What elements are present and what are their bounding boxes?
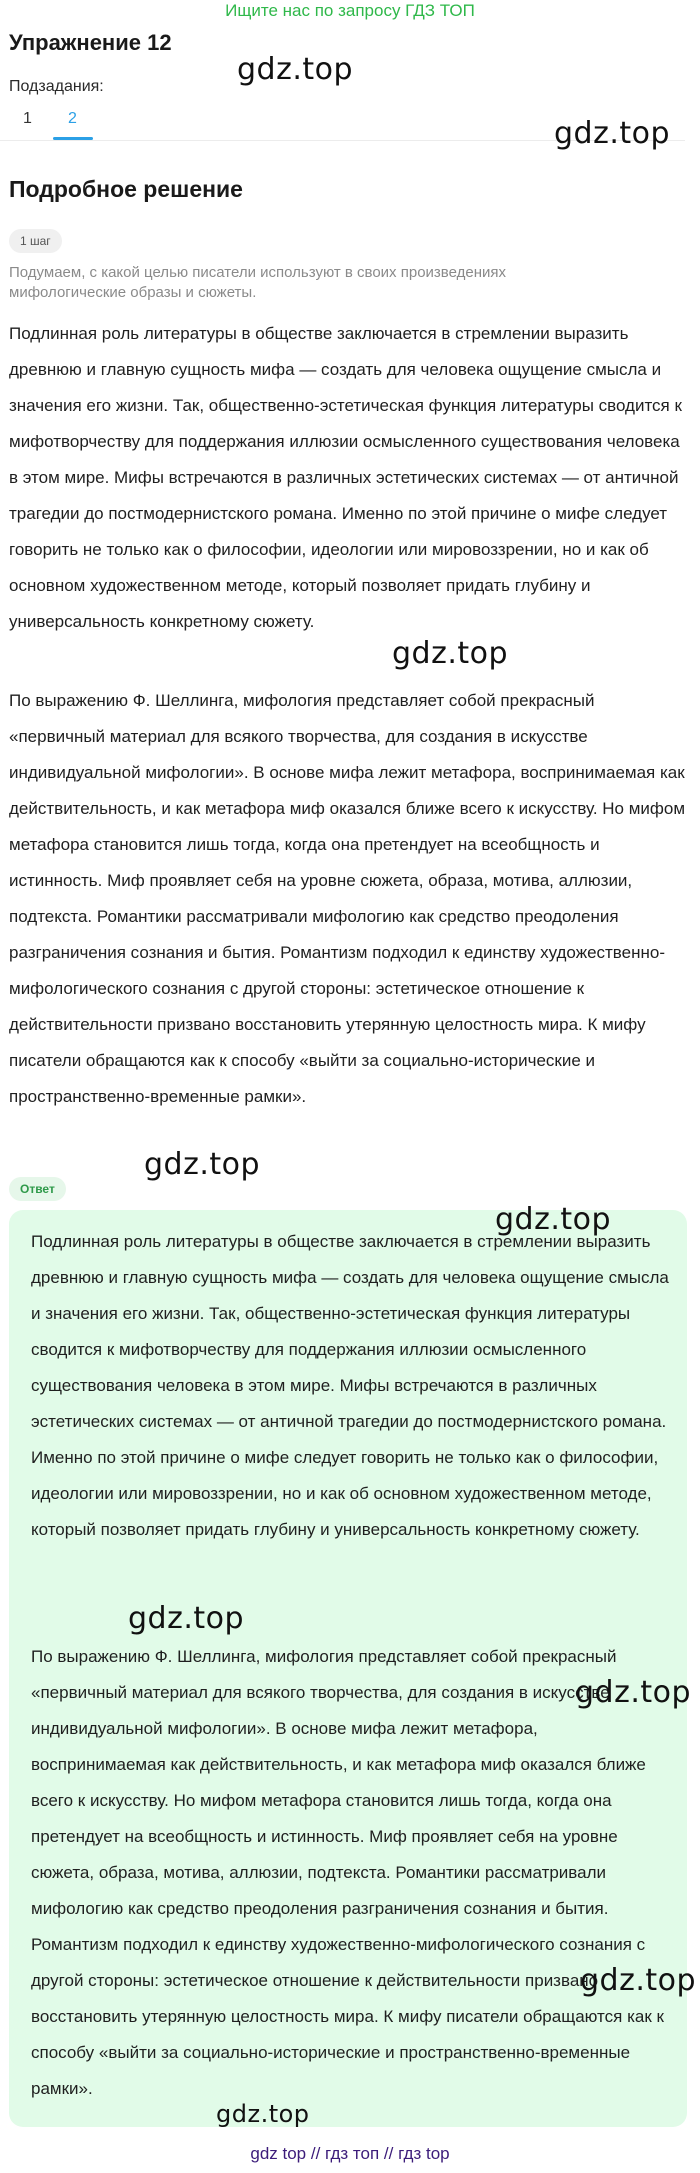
watermark: gdz.top [392, 636, 509, 671]
watermark: gdz.top [554, 116, 671, 151]
footer-link[interactable]: gdz top [250, 2144, 307, 2163]
footer-separator: // [383, 2144, 394, 2163]
footer-links [0, 2144, 700, 2164]
step-hint: Подумаем, с какой целью писатели используют в своих произведениях мифологические образы и сюжеты. [9, 264, 506, 301]
subtasks-label: Подзадания: [9, 78, 104, 95]
watermark: gdz.top [495, 1202, 612, 1237]
watermark: gdz.top [575, 1675, 692, 1710]
subtask-tab-1[interactable]: 1 [23, 110, 32, 127]
watermark: gdz.top [237, 52, 354, 87]
footer-separator: // [310, 2144, 321, 2163]
answer-paragraph: По выражению Ф. Шеллинга, мифология представляет собой прекрасный «первичный материал для всякого творчества, для создания в искусстве индивидуальной мифологии». В основе мифа лежит метафора, воспринимаемая как действительность, и как метафора миф оказался ближе всего к искусству. Но мифом метафора становится лишь тогда, когда она претендует на всеобщность и истинность. Миф проявляет себя на уровне сюжета, образа, мотива, аллюзии, подтекста. Романтики рассматривали мифологию как средство преодоления разграничения сознания и бытия. Романтизм подходил к единству художественно-мифологического сознания с другой стороны: эстетическое отношение к действительности призвано восстановить утерянную целостность мира. К мифу писатели обращаются как к способу «выйти за социально-исторические и пространственно-временные рамки». [31, 1647, 664, 2098]
subtask-tab-2[interactable]: 2 [68, 110, 77, 127]
step-badge: 1 шаг [9, 229, 62, 253]
solution-paragraph: По выражению Ф. Шеллинга, мифология представляет собой прекрасный «первичный материал для всякого творчества, для создания в искусстве индивидуальной мифологии». В основе мифа лежит метафора, воспринимаемая как действительность, и как метафора миф оказался ближе всего к искусству. Но мифом метафора становится лишь тогда, когда она претендует на всеобщность и истинность. Миф проявляет себя на уровне сюжета, образа, мотива, аллюзии, подтекста. Романтики рассматривали мифологию как средство преодоления разграничения сознания и бытия. Романтизм подходил к единству художественно-мифологического сознания с другой стороны: эстетическое отношение к действительности призвано восстановить утерянную целостность мира. К мифу писатели обращаются как к способу «выйти за социально-исторические и пространственно-временные рамки». [9, 691, 686, 1106]
exercise-title: Упражнение 12 [9, 30, 172, 55]
watermark: gdz.top [128, 1601, 245, 1636]
top-banner: Ищите нас по запросу ГДЗ ТОП [225, 1, 475, 20]
solution-paragraph: Подлинная роль литературы в обществе заключается в стремлении выразить древнюю и главную сущность мифа — создать для человека ощущение смысла и значения его жизни. Так, общественно-эстетическая функция литературы сводится к мифотворчеству для поддержания иллюзии осмысленного существования человека в этом мире. Мифы встречаются в различных эстетических системах — от античной трагедии до постмодернистского романа. Именно по этой причине о мифе следует говорить не только как о философии, идеологии или мировоззрении, но и как об основном художественном методе, который позволяет придать глубину и универсальность конкретному сюжету. [9, 324, 682, 631]
watermark: gdz.top [216, 2100, 310, 2128]
solution-heading: Подробное решение [9, 176, 243, 202]
footer-link[interactable]: гдз топ [325, 2144, 380, 2163]
active-tab-indicator [53, 137, 93, 140]
watermark: gdz.top [144, 1147, 261, 1182]
watermark: gdz.top [580, 1963, 697, 1998]
answer-badge: Ответ [9, 1177, 66, 1201]
answer-paragraph: Подлинная роль литературы в обществе заключается в стремлении выразить древнюю и главную сущность мифа — создать для человека ощущение смысла и значения его жизни. Так, общественно-эстетическая функция литературы сводится к мифотворчеству для поддержания иллюзии осмысленного существования человека в этом мире. Мифы встречаются в различных эстетических системах — от античной трагедии до постмодернистского романа. Именно по этой причине о мифе следует говорить не только как о философии, идеологии или мировоззрении, но и как об основном художественном методе, который позволяет придать глубину и универсальность конкретному сюжету. [31, 1232, 669, 1539]
footer-link[interactable]: гдз top [398, 2144, 450, 2163]
